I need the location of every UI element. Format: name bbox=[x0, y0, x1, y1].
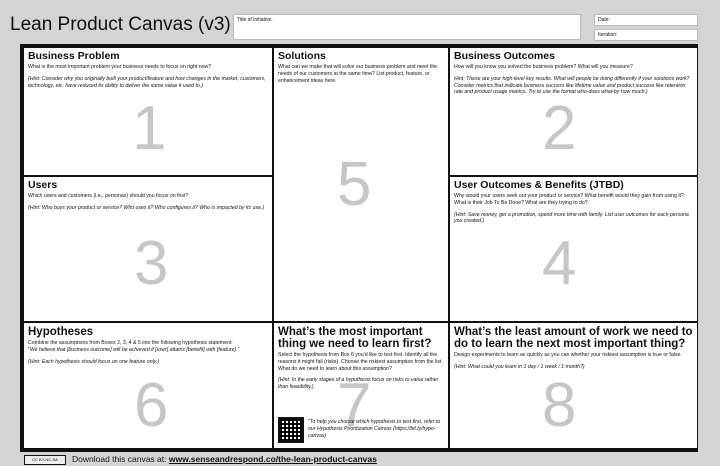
date-field[interactable]: Date: bbox=[594, 14, 698, 26]
download-link[interactable]: www.senseandrespond.co/the-lean-product-canvas bbox=[168, 454, 377, 464]
box-question: Combine the assumptions from Boxes 2, 3, 4 & 5 into the following hypothesis statement: bbox=[28, 340, 233, 347]
box-hint: (Hint: Who buys your product or service? Who uses it? Who configures it? Who is impacted by its use.) bbox=[28, 204, 265, 211]
hypotheses-box[interactable] bbox=[23, 322, 273, 449]
hypothesis-statement: "We believe that [business outcome] will be achieved if [user] attains [benefit] with [feature]." bbox=[28, 346, 240, 353]
box-title: Business Problem bbox=[28, 50, 120, 62]
user-outcomes-box[interactable] bbox=[449, 176, 698, 322]
box-question: How will you know you solved the business problem? What will you measure? bbox=[454, 64, 633, 71]
box-question: Which users and customers (i.e., personas) should you focus on first? bbox=[28, 193, 189, 200]
box-number: 7 bbox=[337, 371, 372, 440]
box-question: Design experiments to learn as quickly as you can whether your riskiest assumption is true or false. bbox=[454, 352, 682, 359]
box-hint: Hint: These are your high-level key results. What will people be doing differently if your solutions work? Consider metrics that indicate business success like lifetime value and product success like retention rate and product usage metrics. Try to use the format who-does what-by how much.) bbox=[454, 75, 690, 96]
box-hint: (Hint: In the early stages of a hypothesis focus on risks to value rather than feasibility.) bbox=[278, 377, 439, 391]
canvas-title: Lean Product Canvas (v3) bbox=[10, 14, 231, 35]
box-title: Hypotheses bbox=[28, 326, 94, 338]
box-hint: (Hint: Each hypothesis should focus on one feature only.) bbox=[28, 358, 160, 365]
prioritization-canvas-link[interactable]: "To help you choose which hypothesis to test first, refer to our Hypothesis Prioritization Canvas (https://bit.ly/hypo-canvas) bbox=[308, 419, 441, 439]
box-number: 8 bbox=[542, 371, 577, 440]
canvas-frame bbox=[20, 44, 698, 452]
box-number: 2 bbox=[542, 94, 577, 163]
solutions-box[interactable] bbox=[273, 47, 449, 322]
users-box[interactable] bbox=[23, 176, 273, 322]
qr-code-icon[interactable] bbox=[278, 417, 304, 443]
business-outcomes-box[interactable] bbox=[449, 47, 698, 176]
box-number: 3 bbox=[134, 229, 169, 298]
cc-license-icon: CC BY-NC-SA bbox=[24, 455, 66, 465]
box-question: Why would your users seek out your product or service? What benefit would they gain from using it? What is their Job To Be Done? What are they trying to do? bbox=[454, 193, 684, 206]
business-problem-box[interactable] bbox=[23, 47, 273, 176]
box-hint: (Hint: What could you learn in 1 day / 1 week / 1 month?) bbox=[454, 363, 585, 370]
box-hint: (Hint: Save money, get a promotion, spend more time with family. List user outcomes for each persona you created.) bbox=[454, 211, 689, 225]
box-hint: (Hint: Consider why you originally built your product/feature and how changes in the market, customers, technology, etc. have reduced its ability to deliver the same value it used to.) bbox=[28, 75, 266, 89]
box-number: 1 bbox=[132, 94, 167, 163]
box-question: What is the most important problem your business needs to focus on right now? bbox=[28, 64, 212, 71]
initiative-field[interactable]: Title of initiative: bbox=[233, 14, 581, 40]
footer bbox=[24, 454, 377, 465]
box-title: Business Outcomes bbox=[454, 50, 555, 62]
box-number: 6 bbox=[134, 371, 169, 440]
box-question: Select the hypothesis from Box 6 you’d like to test first. Identify all the reasons it might fail (risks). Choose the riskiest assumption from the list. What do we need to learn about this assumption? bbox=[278, 352, 443, 372]
box-title: What’s the most important thing we need to learn first? bbox=[278, 326, 432, 351]
box-title: User Outcomes & Benefits (JTBD) bbox=[454, 179, 624, 191]
box-title: Users bbox=[28, 179, 58, 191]
box-question: What can we make that will solve our business problem and meet the needs of our customers at the same time? List product, feature, or enhancement ideas here. bbox=[278, 64, 438, 84]
box-title: Solutions bbox=[278, 50, 326, 62]
box-number: 5 bbox=[337, 150, 372, 219]
least-work-box[interactable] bbox=[449, 322, 698, 449]
learn-first-box[interactable] bbox=[273, 322, 449, 449]
iteration-field[interactable]: Iteration: bbox=[594, 29, 698, 41]
footer-text: Download this canvas at: bbox=[72, 454, 169, 464]
box-number: 4 bbox=[542, 229, 577, 298]
box-title: What’s the least amount of work we need to do to learn the next most important thing? bbox=[454, 326, 693, 351]
